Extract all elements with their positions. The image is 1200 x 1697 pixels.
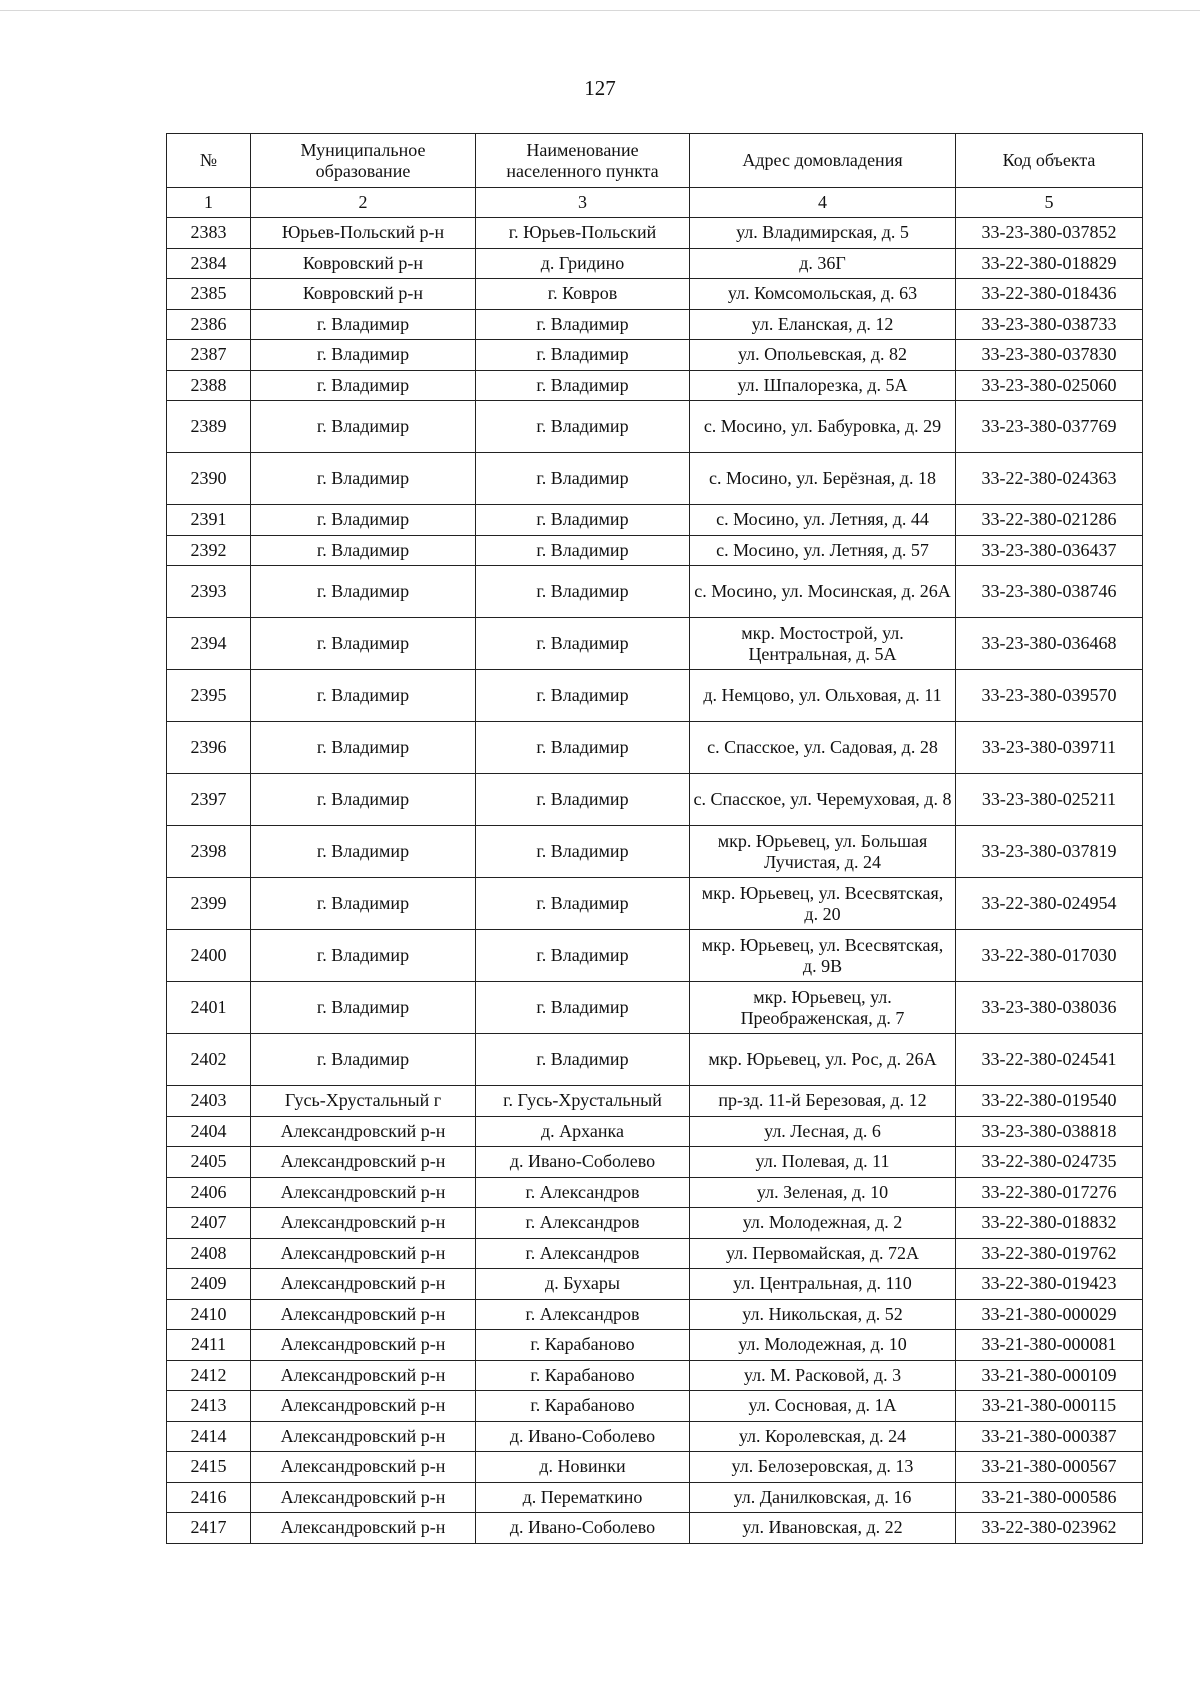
cell-address: мкр. Юрьевец, ул. Всесвятская, д. 20 <box>690 878 956 930</box>
cell-object-code: 33-22-380-024954 <box>956 878 1143 930</box>
cell-settlement: г. Александров <box>476 1208 690 1239</box>
table-row <box>167 1177 1143 1208</box>
cell-address: с. Мосино, ул. Бабуровка, д. 29 <box>690 401 956 453</box>
cell-municipality: Александровский р-н <box>251 1513 476 1544</box>
cell-settlement: д. Ивано-Соболево <box>476 1513 690 1544</box>
cell-address: ул. М. Расковой, д. 3 <box>690 1360 956 1391</box>
cell-address: с. Спасское, ул. Садовая, д. 28 <box>690 722 956 774</box>
table-row <box>167 370 1143 401</box>
cell-object-code: 33-23-380-037819 <box>956 826 1143 878</box>
cell-number: 2415 <box>167 1452 251 1483</box>
cell-address: ул. Никольская, д. 52 <box>690 1299 956 1330</box>
page-number: 127 <box>584 76 616 100</box>
cell-settlement: г. Владимир <box>476 453 690 505</box>
cell-municipality: г. Владимир <box>251 340 476 371</box>
cell-address: ул. Владимирская, д. 5 <box>690 218 956 249</box>
cell-municipality: Ковровский р-н <box>251 279 476 310</box>
cell-object-code: 33-21-380-000115 <box>956 1391 1143 1422</box>
table-row <box>167 722 1143 774</box>
cell-object-code: 33-22-380-019540 <box>956 1086 1143 1117</box>
header-address: Адрес домовладения <box>690 134 956 188</box>
table-row <box>167 401 1143 453</box>
cell-settlement: д. Бухары <box>476 1269 690 1300</box>
table-row <box>167 279 1143 310</box>
cell-municipality: Александровский р-н <box>251 1330 476 1361</box>
table-row <box>167 1299 1143 1330</box>
cell-address: с. Мосино, ул. Берёзная, д. 18 <box>690 453 956 505</box>
cell-municipality: г. Владимир <box>251 453 476 505</box>
cell-settlement: г. Карабаново <box>476 1391 690 1422</box>
cell-number: 2393 <box>167 566 251 618</box>
cell-address: ул. Молодежная, д. 10 <box>690 1330 956 1361</box>
cell-number: 2385 <box>167 279 251 310</box>
cell-settlement: г. Александров <box>476 1299 690 1330</box>
column-number: 3 <box>476 188 690 218</box>
cell-number: 2413 <box>167 1391 251 1422</box>
cell-municipality: г. Владимир <box>251 826 476 878</box>
cell-municipality: Александровский р-н <box>251 1299 476 1330</box>
cell-address: ул. Опольевская, д. 82 <box>690 340 956 371</box>
cell-settlement: г. Владимир <box>476 309 690 340</box>
table-row <box>167 1360 1143 1391</box>
cell-address: ул. Зеленая, д. 10 <box>690 1177 956 1208</box>
table-row <box>167 1421 1143 1452</box>
table-row <box>167 1482 1143 1513</box>
cell-address: ул. Сосновая, д. 1А <box>690 1391 956 1422</box>
cell-object-code: 33-22-380-018832 <box>956 1208 1143 1239</box>
cell-settlement: д. Гридино <box>476 248 690 279</box>
table-row <box>167 1452 1143 1483</box>
cell-address: мкр. Юрьевец, ул. Преображенская, д. 7 <box>690 982 956 1034</box>
table-row <box>167 1269 1143 1300</box>
cell-object-code: 33-23-380-037852 <box>956 218 1143 249</box>
cell-settlement: г. Владимир <box>476 1034 690 1086</box>
column-number: 2 <box>251 188 476 218</box>
cell-number: 2384 <box>167 248 251 279</box>
table-row <box>167 930 1143 982</box>
cell-object-code: 33-23-380-037830 <box>956 340 1143 371</box>
cell-municipality: г. Владимир <box>251 370 476 401</box>
cell-object-code: 33-21-380-000029 <box>956 1299 1143 1330</box>
cell-municipality: Александровский р-н <box>251 1177 476 1208</box>
cell-object-code: 33-22-380-018829 <box>956 248 1143 279</box>
cell-settlement: г. Карабаново <box>476 1360 690 1391</box>
cell-settlement: г. Владимир <box>476 878 690 930</box>
cell-number: 2399 <box>167 878 251 930</box>
cell-municipality: г. Владимир <box>251 401 476 453</box>
table-row <box>167 878 1143 930</box>
cell-settlement: г. Владимир <box>476 535 690 566</box>
cell-number: 2409 <box>167 1269 251 1300</box>
cell-settlement: г. Владимир <box>476 826 690 878</box>
cell-address: ул. Королевская, д. 24 <box>690 1421 956 1452</box>
cell-municipality: Александровский р-н <box>251 1452 476 1483</box>
cell-address: ул. Лесная, д. 6 <box>690 1116 956 1147</box>
cell-number: 2404 <box>167 1116 251 1147</box>
cell-object-code: 33-23-380-036437 <box>956 535 1143 566</box>
cell-settlement: г. Владимир <box>476 505 690 536</box>
table-row <box>167 453 1143 505</box>
header-number: № <box>167 134 251 188</box>
cell-number: 2400 <box>167 930 251 982</box>
cell-number: 2394 <box>167 618 251 670</box>
cell-object-code: 33-23-380-039711 <box>956 722 1143 774</box>
cell-municipality: Александровский р-н <box>251 1269 476 1300</box>
column-number-row <box>167 188 1143 218</box>
cell-object-code: 33-22-380-019423 <box>956 1269 1143 1300</box>
table-row <box>167 1391 1143 1422</box>
cell-number: 2407 <box>167 1208 251 1239</box>
cell-number: 2412 <box>167 1360 251 1391</box>
cell-address: мкр. Мостострой, ул. Центральная, д. 5А <box>690 618 956 670</box>
cell-number: 2397 <box>167 774 251 826</box>
cell-address: с. Мосино, ул. Летняя, д. 44 <box>690 505 956 536</box>
cell-address: с. Спасское, ул. Черемуховая, д. 8 <box>690 774 956 826</box>
table-body <box>167 218 1143 1544</box>
cell-settlement: г. Александров <box>476 1238 690 1269</box>
cell-object-code: 33-22-380-023962 <box>956 1513 1143 1544</box>
cell-address: д. 36Г <box>690 248 956 279</box>
cell-municipality: Александровский р-н <box>251 1116 476 1147</box>
cell-number: 2392 <box>167 535 251 566</box>
cell-number: 2401 <box>167 982 251 1034</box>
cell-address: ул. Центральная, д. 110 <box>690 1269 956 1300</box>
cell-number: 2388 <box>167 370 251 401</box>
cell-number: 2405 <box>167 1147 251 1178</box>
cell-municipality: г. Владимир <box>251 505 476 536</box>
cell-object-code: 33-23-380-038733 <box>956 309 1143 340</box>
cell-address: д. Немцово, ул. Ольховая, д. 11 <box>690 670 956 722</box>
cell-municipality: Юрьев-Польский р-н <box>251 218 476 249</box>
cell-municipality: г. Владимир <box>251 878 476 930</box>
cell-number: 2406 <box>167 1177 251 1208</box>
cell-settlement: г. Владимир <box>476 982 690 1034</box>
cell-municipality: Александровский р-н <box>251 1421 476 1452</box>
cell-address: с. Мосино, ул. Мосинская, д. 26А <box>690 566 956 618</box>
cell-number: 2403 <box>167 1086 251 1117</box>
cell-settlement: г. Александров <box>476 1177 690 1208</box>
cell-settlement: г. Ковров <box>476 279 690 310</box>
cell-settlement: г. Владимир <box>476 566 690 618</box>
cell-address: ул. Данилковская, д. 16 <box>690 1482 956 1513</box>
cell-address: пр-зд. 11-й Березовая, д. 12 <box>690 1086 956 1117</box>
cell-settlement: г. Владимир <box>476 930 690 982</box>
table-row <box>167 505 1143 536</box>
cell-number: 2387 <box>167 340 251 371</box>
cell-municipality: г. Владимир <box>251 1034 476 1086</box>
cell-address: ул. Полевая, д. 11 <box>690 1147 956 1178</box>
cell-object-code: 33-21-380-000387 <box>956 1421 1143 1452</box>
cell-number: 2402 <box>167 1034 251 1086</box>
cell-address: с. Мосино, ул. Летняя, д. 57 <box>690 535 956 566</box>
table-row <box>167 566 1143 618</box>
cell-object-code: 33-23-380-039570 <box>956 670 1143 722</box>
cell-municipality: г. Владимир <box>251 930 476 982</box>
cell-object-code: 33-21-380-000109 <box>956 1360 1143 1391</box>
cell-address: мкр. Юрьевец, ул. Рос, д. 26А <box>690 1034 956 1086</box>
cell-municipality: Александровский р-н <box>251 1391 476 1422</box>
cell-number: 2396 <box>167 722 251 774</box>
cell-municipality: г. Владимир <box>251 670 476 722</box>
table-header-row <box>167 134 1143 188</box>
cell-municipality: Александровский р-н <box>251 1147 476 1178</box>
table-row <box>167 1238 1143 1269</box>
cell-municipality: г. Владимир <box>251 982 476 1034</box>
cell-number: 2389 <box>167 401 251 453</box>
cell-object-code: 33-23-380-025211 <box>956 774 1143 826</box>
cell-address: мкр. Юрьевец, ул. Большая Лучистая, д. 24 <box>690 826 956 878</box>
cell-number: 2411 <box>167 1330 251 1361</box>
cell-object-code: 33-22-380-019762 <box>956 1238 1143 1269</box>
households-table <box>166 133 1143 1544</box>
cell-address: ул. Шпалорезка, д. 5А <box>690 370 956 401</box>
cell-address: ул. Еланская, д. 12 <box>690 309 956 340</box>
table-row <box>167 618 1143 670</box>
cell-object-code: 33-23-380-036468 <box>956 618 1143 670</box>
cell-municipality: г. Владимир <box>251 722 476 774</box>
cell-object-code: 33-22-380-017276 <box>956 1177 1143 1208</box>
cell-settlement: г. Карабаново <box>476 1330 690 1361</box>
cell-object-code: 33-23-380-038746 <box>956 566 1143 618</box>
cell-settlement: г. Владимир <box>476 401 690 453</box>
column-number: 4 <box>690 188 956 218</box>
table-row <box>167 1208 1143 1239</box>
table-row <box>167 774 1143 826</box>
cell-object-code: 33-22-380-024735 <box>956 1147 1143 1178</box>
cell-number: 2390 <box>167 453 251 505</box>
cell-number: 2391 <box>167 505 251 536</box>
cell-number: 2414 <box>167 1421 251 1452</box>
cell-municipality: г. Владимир <box>251 535 476 566</box>
cell-settlement: г. Владимир <box>476 670 690 722</box>
cell-settlement: д. Новинки <box>476 1452 690 1483</box>
cell-address: мкр. Юрьевец, ул. Всесвятская, д. 9В <box>690 930 956 982</box>
table-row <box>167 1147 1143 1178</box>
cell-municipality: Александровский р-н <box>251 1208 476 1239</box>
header-settlement: Наименование населенного пункта <box>476 134 690 188</box>
cell-settlement: д. Ивано-Соболево <box>476 1421 690 1452</box>
table-row <box>167 670 1143 722</box>
cell-object-code: 33-21-380-000586 <box>956 1482 1143 1513</box>
table-row <box>167 1330 1143 1361</box>
cell-municipality: Гусь-Хрустальный г <box>251 1086 476 1117</box>
header-municipality: Муниципальное образование <box>251 134 476 188</box>
scan-edge-line <box>0 10 1200 11</box>
table-row <box>167 1034 1143 1086</box>
cell-address: ул. Молодежная, д. 2 <box>690 1208 956 1239</box>
cell-object-code: 33-22-380-021286 <box>956 505 1143 536</box>
cell-settlement: д. Перематкино <box>476 1482 690 1513</box>
cell-settlement: д. Ивано-Соболево <box>476 1147 690 1178</box>
cell-settlement: г. Владимир <box>476 722 690 774</box>
table-row <box>167 340 1143 371</box>
cell-address: ул. Комсомольская, д. 63 <box>690 279 956 310</box>
cell-object-code: 33-21-380-000081 <box>956 1330 1143 1361</box>
cell-address: ул. Белозеровская, д. 13 <box>690 1452 956 1483</box>
cell-municipality: Александровский р-н <box>251 1238 476 1269</box>
cell-settlement: г. Юрьев-Польский <box>476 218 690 249</box>
cell-object-code: 33-22-380-024363 <box>956 453 1143 505</box>
cell-municipality: г. Владимир <box>251 618 476 670</box>
cell-number: 2417 <box>167 1513 251 1544</box>
cell-settlement: г. Владимир <box>476 618 690 670</box>
cell-number: 2416 <box>167 1482 251 1513</box>
cell-object-code: 33-23-380-025060 <box>956 370 1143 401</box>
table-row <box>167 1086 1143 1117</box>
cell-object-code: 33-23-380-038818 <box>956 1116 1143 1147</box>
header-object-code: Код объекта <box>956 134 1143 188</box>
column-number: 1 <box>167 188 251 218</box>
cell-object-code: 33-23-380-038036 <box>956 982 1143 1034</box>
cell-address: ул. Ивановская, д. 22 <box>690 1513 956 1544</box>
cell-number: 2383 <box>167 218 251 249</box>
cell-number: 2386 <box>167 309 251 340</box>
cell-municipality: г. Владимир <box>251 774 476 826</box>
cell-address: ул. Первомайская, д. 72А <box>690 1238 956 1269</box>
cell-object-code: 33-23-380-037769 <box>956 401 1143 453</box>
table-row <box>167 309 1143 340</box>
cell-object-code: 33-22-380-018436 <box>956 279 1143 310</box>
cell-municipality: г. Владимир <box>251 309 476 340</box>
table-row <box>167 1116 1143 1147</box>
table-row <box>167 1513 1143 1544</box>
table-row <box>167 535 1143 566</box>
cell-number: 2410 <box>167 1299 251 1330</box>
cell-municipality: г. Владимир <box>251 566 476 618</box>
cell-settlement: г. Владимир <box>476 370 690 401</box>
cell-settlement: г. Владимир <box>476 340 690 371</box>
cell-number: 2408 <box>167 1238 251 1269</box>
table-row <box>167 826 1143 878</box>
cell-settlement: д. Арханка <box>476 1116 690 1147</box>
cell-settlement: г. Гусь-Хрустальный <box>476 1086 690 1117</box>
column-number: 5 <box>956 188 1143 218</box>
cell-object-code: 33-22-380-024541 <box>956 1034 1143 1086</box>
cell-number: 2398 <box>167 826 251 878</box>
table-row <box>167 982 1143 1034</box>
cell-object-code: 33-22-380-017030 <box>956 930 1143 982</box>
cell-object-code: 33-21-380-000567 <box>956 1452 1143 1483</box>
cell-municipality: Ковровский р-н <box>251 248 476 279</box>
cell-settlement: г. Владимир <box>476 774 690 826</box>
table-row <box>167 218 1143 249</box>
table-row <box>167 248 1143 279</box>
cell-municipality: Александровский р-н <box>251 1482 476 1513</box>
cell-number: 2395 <box>167 670 251 722</box>
cell-municipality: Александровский р-н <box>251 1360 476 1391</box>
